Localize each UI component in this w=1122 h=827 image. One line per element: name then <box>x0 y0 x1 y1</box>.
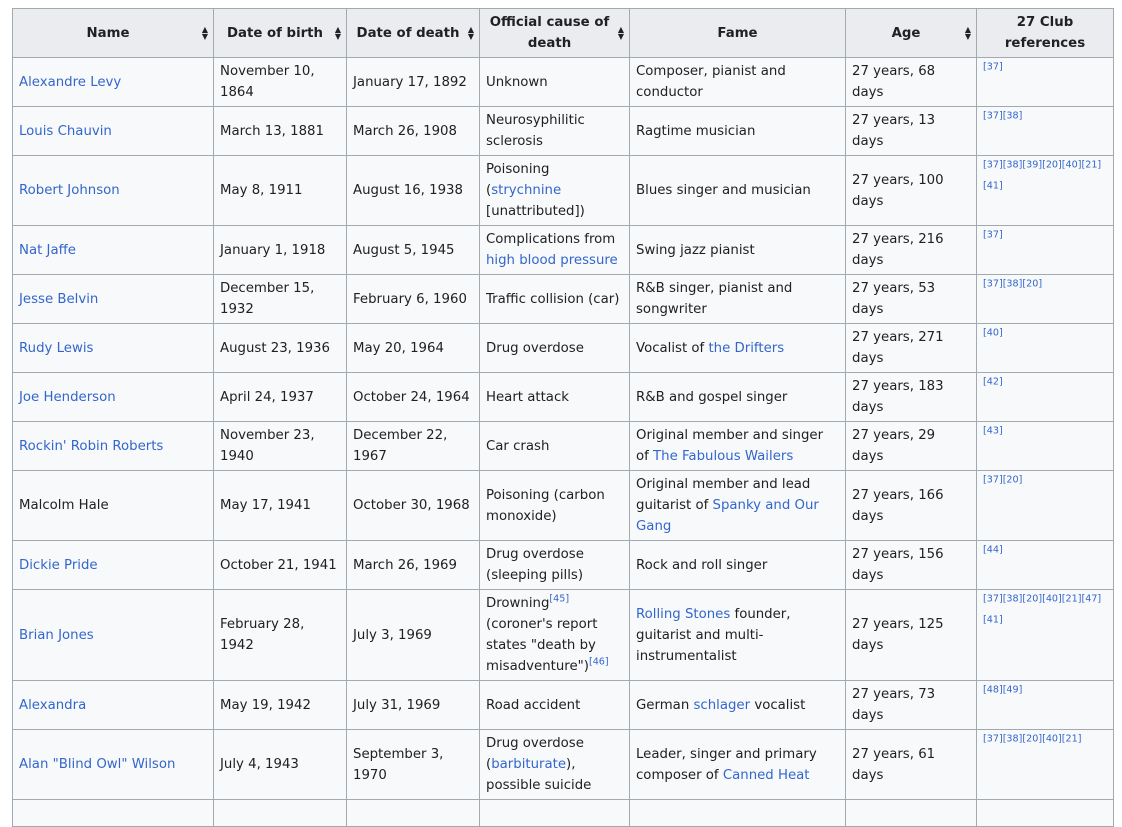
table-body <box>13 58 1114 827</box>
sort-arrows-icon[interactable]: ▲ ▼ <box>201 25 208 41</box>
reference-links[interactable]: [37][38][20][40][21][47][41] <box>983 593 1102 626</box>
cell-fame <box>630 681 846 730</box>
cell-refs <box>977 107 1114 156</box>
reference-links[interactable]: [37][38][39][20][40][21][41] <box>983 159 1102 192</box>
cell-text: ), possible suicide <box>486 757 592 793</box>
cell-text: [unattributed]) <box>486 204 585 219</box>
cell-death: September 3, 1970 <box>347 730 480 800</box>
cell-birth: November 23, 1940 <box>214 422 347 471</box>
person-link[interactable]: Jesse Belvin <box>19 291 99 307</box>
cell-refs <box>977 471 1114 541</box>
cell-text: Poisoning ( <box>486 162 550 198</box>
cell-fame <box>630 541 846 590</box>
cell-empty <box>214 800 347 827</box>
cell-birth: December 15, 1932 <box>214 275 347 324</box>
reference-links[interactable]: [37] <box>983 229 1003 241</box>
table-row <box>13 373 1114 422</box>
cell-death: December 22, 1967 <box>347 422 480 471</box>
cell-empty <box>630 800 846 827</box>
reference-sup[interactable]: [46] <box>588 656 609 668</box>
reference-links[interactable]: [43] <box>983 425 1003 437</box>
cell-text: Original member and lead guitarist of <box>636 477 811 513</box>
table-row <box>13 681 1114 730</box>
reference-links[interactable]: [44] <box>983 544 1003 556</box>
cell-text: Original member and singer of <box>636 428 824 464</box>
cell-refs <box>977 541 1114 590</box>
cell-cause <box>480 156 630 226</box>
table-row <box>13 226 1114 275</box>
cell-text: Unknown <box>486 74 548 90</box>
cell-death: March 26, 1908 <box>347 107 480 156</box>
reference-links[interactable]: [37] <box>983 61 1003 73</box>
cell-fame <box>630 730 846 800</box>
cell-name <box>13 156 214 226</box>
person-link[interactable]: Joe Henderson <box>19 389 116 405</box>
cell-cause <box>480 730 630 800</box>
cell-name <box>13 730 214 800</box>
cell-age: 27 years, 125 days <box>846 590 977 681</box>
cell-death: October 24, 1964 <box>347 373 480 422</box>
reference-links[interactable]: [37][38] <box>983 110 1023 122</box>
person-link[interactable]: Louis Chauvin <box>19 123 112 139</box>
header-birth[interactable]: Date of birth ▲ ▼ <box>214 9 347 58</box>
table-row <box>13 590 1114 681</box>
person-link[interactable]: Dickie Pride <box>19 557 98 573</box>
reference-links[interactable]: [37][38][20] <box>983 278 1043 290</box>
cell-age: 27 years, 271 days <box>846 324 977 373</box>
cell-text: Neurosyphilitic sclerosis <box>486 113 585 149</box>
cell-text: Complications from <box>486 232 616 247</box>
cell-cause <box>480 590 630 681</box>
cell-fame <box>630 275 846 324</box>
cell-cause <box>480 107 630 156</box>
cell-text: Road accident <box>486 697 581 713</box>
cell-empty <box>13 800 214 827</box>
cell-text: Drug overdose ( <box>486 736 584 772</box>
cell-name <box>13 541 214 590</box>
cell-name <box>13 275 214 324</box>
cell-text: Ragtime musician <box>636 123 756 139</box>
inline-link[interactable]: the Drifters <box>708 340 785 356</box>
cell-birth: August 23, 1936 <box>214 324 347 373</box>
inline-link[interactable]: Rolling Stones <box>636 606 731 622</box>
cell-birth: March 13, 1881 <box>214 107 347 156</box>
cell-text: Leader, singer and primary composer of <box>636 746 817 783</box>
cell-text: Rock and roll singer <box>636 557 768 573</box>
cell-birth: July 4, 1943 <box>214 730 347 800</box>
person-name: Malcolm Hale <box>19 498 109 513</box>
cell-death: May 20, 1964 <box>347 324 480 373</box>
cell-death: August 16, 1938 <box>347 156 480 226</box>
table-row <box>13 541 1114 590</box>
reference-sup[interactable]: [45] <box>549 593 570 605</box>
cell-text: Traffic collision (car) <box>486 291 620 307</box>
table-row <box>13 58 1114 107</box>
cell-birth: May 8, 1911 <box>214 156 347 226</box>
cell-fame <box>630 226 846 275</box>
reference-links[interactable]: [40] <box>983 327 1003 339</box>
cell-birth: October 21, 1941 <box>214 541 347 590</box>
cell-name <box>13 107 214 156</box>
sort-arrows-icon[interactable]: ▲ ▼ <box>467 25 474 41</box>
table-row <box>13 324 1114 373</box>
cell-name <box>13 422 214 471</box>
cell-fame <box>630 58 846 107</box>
cell-text: Drug overdose <box>486 340 584 356</box>
cell-name <box>13 681 214 730</box>
cell-cause <box>480 324 630 373</box>
cell-age: 27 years, 73 days <box>846 681 977 730</box>
cell-empty <box>347 800 480 827</box>
cell-text: (coroner's report states "death by misadventure") <box>486 617 598 674</box>
cell-death: August 5, 1945 <box>347 226 480 275</box>
cell-text: Drug overdose (sleeping pills) <box>486 547 584 583</box>
reference-links[interactable]: [37][20] <box>983 474 1023 486</box>
table-row <box>13 422 1114 471</box>
cell-refs <box>977 681 1114 730</box>
cell-fame <box>630 590 846 681</box>
cell-text: Drowning <box>486 596 550 611</box>
cell-name <box>13 590 214 681</box>
cell-age: 27 years, 216 days <box>846 226 977 275</box>
inline-link[interactable]: The Fabulous Wailers <box>653 449 794 464</box>
cell-fame <box>630 373 846 422</box>
cell-death: March 26, 1969 <box>347 541 480 590</box>
cell-empty <box>846 800 977 827</box>
inline-link[interactable]: schlager <box>693 697 751 713</box>
person-link[interactable]: Rudy Lewis <box>19 340 94 356</box>
cell-birth: April 24, 1937 <box>214 373 347 422</box>
header-row <box>13 9 1114 58</box>
cell-age: 27 years, 183 days <box>846 373 977 422</box>
cell-refs <box>977 156 1114 226</box>
cell-birth: May 17, 1941 <box>214 471 347 541</box>
inline-link[interactable]: strychnine <box>491 183 562 198</box>
cell-death: February 6, 1960 <box>347 275 480 324</box>
cell-refs <box>977 730 1114 800</box>
cell-text: Car crash <box>486 438 550 454</box>
cell-cause <box>480 471 630 541</box>
cell-text: R&B and gospel singer <box>636 389 788 405</box>
inline-link[interactable]: Spanky and Our Gang <box>636 498 819 534</box>
cell-refs <box>977 58 1114 107</box>
cell-birth: February 28, 1942 <box>214 590 347 681</box>
cell-fame <box>630 422 846 471</box>
cell-text: Heart attack <box>486 389 569 405</box>
cell-text: Composer, pianist and conductor <box>636 64 786 100</box>
cell-name <box>13 471 214 541</box>
cell-name <box>13 58 214 107</box>
cell-age: 27 years, 29 days <box>846 422 977 471</box>
cell-refs <box>977 275 1114 324</box>
sort-arrows-icon[interactable]: ▲ ▼ <box>964 25 971 41</box>
table-row-partial <box>13 800 1114 827</box>
cell-age: 27 years, 53 days <box>846 275 977 324</box>
person-link[interactable]: Alan "Blind Owl" Wilson <box>19 757 176 772</box>
27-club-table <box>12 8 1114 827</box>
person-link[interactable]: Rockin' Robin Roberts <box>19 438 164 454</box>
cell-fame <box>630 471 846 541</box>
cell-cause <box>480 226 630 275</box>
header-refs: 27 Club references <box>977 9 1114 58</box>
cell-refs <box>977 373 1114 422</box>
cell-cause <box>480 373 630 422</box>
table-row <box>13 730 1114 800</box>
reference-links[interactable]: [48][49] <box>983 684 1023 696</box>
cell-cause <box>480 58 630 107</box>
inline-link[interactable]: barbiturate <box>491 757 567 772</box>
sort-arrows-icon[interactable]: ▲ ▼ <box>617 25 624 41</box>
cell-text: German <box>636 697 694 713</box>
person-link[interactable]: Alexandre Levy <box>19 74 122 90</box>
cell-fame <box>630 324 846 373</box>
sort-arrows-icon[interactable]: ▲ ▼ <box>334 25 341 41</box>
cell-age: 27 years, 68 days <box>846 58 977 107</box>
header-death[interactable]: Date of death ▲ ▼ <box>347 9 480 58</box>
inline-link[interactable]: high blood pressure <box>486 253 618 268</box>
cell-age: 27 years, 166 days <box>846 471 977 541</box>
cell-cause <box>480 422 630 471</box>
table-row <box>13 156 1114 226</box>
inline-link[interactable]: Canned Heat <box>722 767 810 783</box>
cell-text: Swing jazz pianist <box>636 242 755 258</box>
table-container <box>12 8 1114 827</box>
cell-text: Blues singer and musician <box>636 183 811 198</box>
cell-text: founder, guitarist and multi-instrumentalist <box>636 606 791 664</box>
table-row <box>13 471 1114 541</box>
cell-cause <box>480 275 630 324</box>
cell-birth: January 1, 1918 <box>214 226 347 275</box>
cell-death: October 30, 1968 <box>347 471 480 541</box>
cell-refs <box>977 324 1114 373</box>
cell-age: 27 years, 100 days <box>846 156 977 226</box>
cell-refs <box>977 422 1114 471</box>
table-row <box>13 107 1114 156</box>
cell-age: 27 years, 156 days <box>846 541 977 590</box>
cell-age: 27 years, 13 days <box>846 107 977 156</box>
cell-name <box>13 373 214 422</box>
cell-cause <box>480 681 630 730</box>
cell-text: Vocalist of <box>636 340 709 356</box>
header-cause[interactable]: Official cause of death ▲ ▼ <box>480 9 630 58</box>
cell-death: July 3, 1969 <box>347 590 480 681</box>
cell-name <box>13 324 214 373</box>
cell-text: R&B singer, pianist and songwriter <box>636 281 793 317</box>
cell-empty <box>480 800 630 827</box>
cell-fame <box>630 156 846 226</box>
cell-empty <box>977 800 1114 827</box>
cell-text: vocalist <box>750 697 806 713</box>
person-link[interactable]: Alexandra <box>19 697 87 713</box>
cell-refs <box>977 590 1114 681</box>
reference-links[interactable]: [37][38][20][40][21] <box>983 733 1082 745</box>
header-age[interactable]: Age ▲ ▼ <box>846 9 977 58</box>
reference-links[interactable]: [42] <box>983 376 1003 388</box>
cell-death: July 31, 1969 <box>347 681 480 730</box>
cell-birth: November 10, 1864 <box>214 58 347 107</box>
cell-refs <box>977 226 1114 275</box>
cell-birth: May 19, 1942 <box>214 681 347 730</box>
header-name[interactable]: Name ▲ ▼ <box>13 9 214 58</box>
table-row <box>13 275 1114 324</box>
cell-name <box>13 226 214 275</box>
cell-death: January 17, 1892 <box>347 58 480 107</box>
cell-cause <box>480 541 630 590</box>
person-link[interactable]: Nat Jaffe <box>19 242 76 258</box>
person-link[interactable]: Brian Jones <box>19 627 94 643</box>
cell-text: Poisoning (carbon monoxide) <box>486 487 605 524</box>
cell-age: 27 years, 61 days <box>846 730 977 800</box>
person-link[interactable]: Robert Johnson <box>19 183 120 198</box>
header-fame: Fame <box>630 9 846 58</box>
cell-fame <box>630 107 846 156</box>
